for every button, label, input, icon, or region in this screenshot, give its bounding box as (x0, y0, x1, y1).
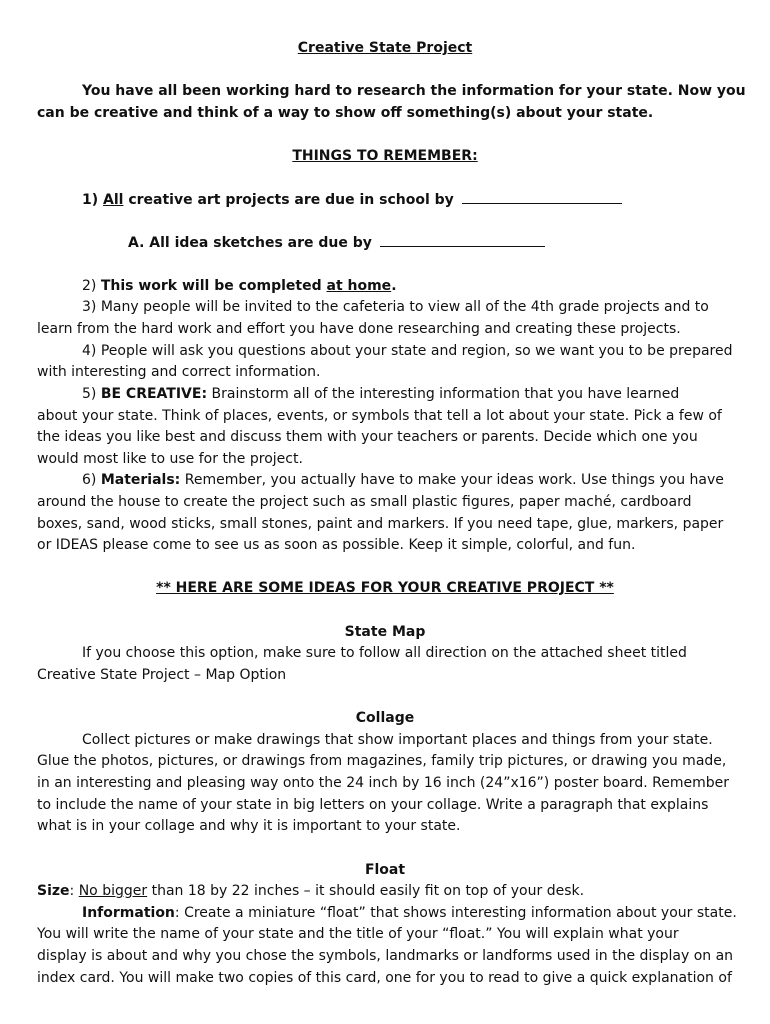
item-5-label: BE CREATIVE: (100, 386, 208, 402)
item-5-text: Brainstorm all of the interesting information that you have learned (207, 386, 680, 402)
due-date-blank[interactable] (462, 189, 622, 204)
item-4-line-1: 4) People will ask you questions about your state and region, so we want you to be prepared (82, 343, 733, 359)
item-4-line-2: with interesting and correct information. (37, 364, 321, 380)
item-6-line-4: or IDEAS please come to see us as soon as possible. Keep it simple, colorful, and fun. (37, 537, 636, 553)
float-info-line-1 (82, 903, 737, 925)
float-size-colon: : (69, 883, 79, 899)
state-map-heading: State Map (344, 624, 426, 640)
float-info-line-4: index card. You will make two copies of this card, one for you to read to give a quick explanation of (37, 970, 732, 986)
item-a (128, 232, 737, 255)
item-5-line-1 (82, 384, 737, 406)
item-6-number: 6) (82, 472, 101, 488)
item-2-home: at home (326, 278, 392, 294)
float-info-line-2: You will write the name of your state and the title of your “float.” You will explain what your (37, 926, 679, 942)
item-6-line-1 (82, 470, 737, 492)
remember-heading: THINGS TO REMEMBER: (292, 148, 478, 164)
collage-line-4: to include the name of your state in big letters on your collage. Write a paragraph that explains (37, 797, 709, 813)
state-map-line-1: If you choose this option, make sure to follow all direction on the attached sheet titled (82, 645, 687, 661)
float-info-text: : Create a miniature “float” that shows interesting information about your state. (174, 905, 737, 921)
item-5-line-4: would most like to use for the project. (37, 451, 303, 467)
item-2 (82, 276, 737, 298)
collage-line-5: what is in your collage and why it is important to your state. (37, 818, 461, 834)
item-1 (82, 189, 737, 212)
float-heading: Float (364, 862, 406, 878)
item-3-line-2: learn from the hard work and effort you have done researching and creating these projects. (37, 321, 681, 337)
float-info-line-3: display is about and why you chose the symbols, landmarks or landforms used in the display on an (37, 948, 734, 964)
item-6-text: Remember, you actually have to make your ideas work. Use things you have (180, 472, 724, 488)
item-2-end: . (391, 278, 397, 294)
item-2-number: 2) (82, 278, 101, 294)
state-map-line-2: Creative State Project – Map Option (37, 667, 287, 683)
item-1-text: creative art projects are due in school by (123, 192, 454, 208)
collage-heading: Collage (355, 710, 415, 726)
item-3-line-1: 3) Many people will be invited to the cafeteria to view all of the 4th grade projects and to (82, 299, 709, 315)
float-size-label: Size (37, 883, 70, 899)
item-5-line-3: the ideas you like best and discuss them with your teachers or parents. Decide which one you (37, 429, 698, 445)
item-a-text: A. All idea sketches are due by (128, 235, 372, 251)
collage-line-2: Glue the photos, pictures, or drawings from magazines, family trip pictures, or drawing you made, (37, 753, 727, 769)
item-5-line-2: about your state. Think of places, events, or symbols that tell a lot about your state. Pick a few of (37, 408, 722, 424)
float-size (37, 881, 737, 903)
intro-line-1: You have all been working hard to research the information for your state. Now you (82, 83, 746, 99)
item-6-line-2: around the house to create the project such as small plastic figures, paper maché, cardboard (37, 494, 692, 510)
item-1-number: 1) (82, 192, 104, 208)
document-title: Creative State Project (297, 40, 473, 56)
collage-line-3: in an interesting and pleasing way onto the 24 inch by 16 inch (24”x16”) poster board. Remember (37, 775, 729, 791)
float-size-no-bigger: No bigger (78, 883, 148, 899)
float-size-text: than 18 by 22 inches – it should easily fit on top of your desk. (147, 883, 585, 899)
collage-line-1: Collect pictures or make drawings that show important places and things from your state. (82, 732, 713, 748)
intro-line-2: can be creative and think of a way to show off something(s) about your state. (37, 105, 654, 121)
float-info-label: Information (82, 905, 175, 921)
item-6-line-3: boxes, sand, wood sticks, small stones, paint and markers. If you need tape, glue, markers, paper (37, 516, 724, 532)
item-2-text: This work will be completed (100, 278, 327, 294)
sketch-due-date-blank[interactable] (380, 232, 545, 247)
item-6-label: Materials: (100, 472, 181, 488)
item-5-number: 5) (82, 386, 101, 402)
item-1-all: All (103, 192, 124, 208)
ideas-heading: ** HERE ARE SOME IDEAS FOR YOUR CREATIVE PROJECT ** (156, 580, 614, 596)
